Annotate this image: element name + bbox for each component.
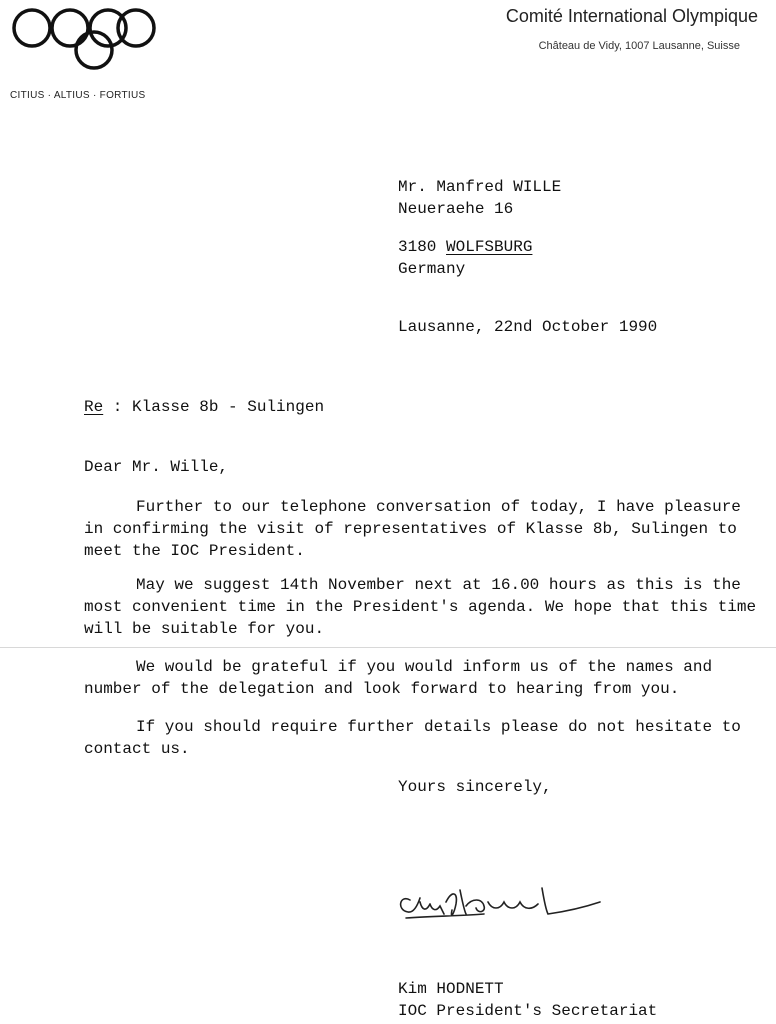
- signer-title: IOC President's Secretariat: [398, 1002, 658, 1020]
- ring-1: [14, 10, 50, 46]
- handwritten-signature: [392, 880, 612, 930]
- ring-4: [118, 10, 154, 46]
- paper-fold-line: [0, 647, 776, 648]
- olympic-motto: CITIUS · ALTIUS · FORTIUS: [10, 90, 146, 101]
- recipient-postcode: 3180: [398, 238, 437, 256]
- recipient-name: Mr. Manfred WILLE: [398, 178, 562, 196]
- paragraph-4: If you should require further details please do not hesitate to contact us.: [84, 718, 741, 758]
- date-line: Lausanne, 22nd October 1990: [398, 318, 658, 336]
- recipient-street: Neueraehe 16: [398, 200, 514, 218]
- paragraph-3: We would be grateful if you would inform us of the names and number of the delegation and look forward to hearing from you.: [84, 658, 713, 698]
- organization-address: Château de Vidy, 1007 Lausanne, Suisse: [538, 40, 740, 52]
- recipient-city-line: [398, 236, 532, 258]
- recipient-country: Germany: [398, 260, 466, 278]
- salutation: Dear Mr. Wille,: [84, 458, 229, 476]
- subject-text: Klasse 8b - Sulingen: [132, 398, 325, 416]
- signer-name: Kim HODNETT: [398, 980, 504, 998]
- recipient-city: WOLFSBURG: [446, 238, 533, 256]
- subject-separator: :: [103, 398, 133, 416]
- subject-prefix: Re: [84, 398, 104, 416]
- organization-name: Comité International Olympique: [505, 6, 758, 26]
- subject-line: [84, 396, 324, 418]
- olympic-rings-icon: [8, 6, 160, 76]
- paragraph-1: Further to our telephone conversation of today, I have pleasure in confirming the visit of representatives of Klasse 8b, Sulingen to meet the IOC President.: [84, 498, 741, 560]
- closing: Yours sincerely,: [398, 778, 552, 796]
- paragraph-2: May we suggest 14th November next at 16.00 hours as this is the most convenient time in the President's agenda. We hope that this time will be suitable for you.: [84, 576, 757, 638]
- ring-2: [52, 10, 88, 46]
